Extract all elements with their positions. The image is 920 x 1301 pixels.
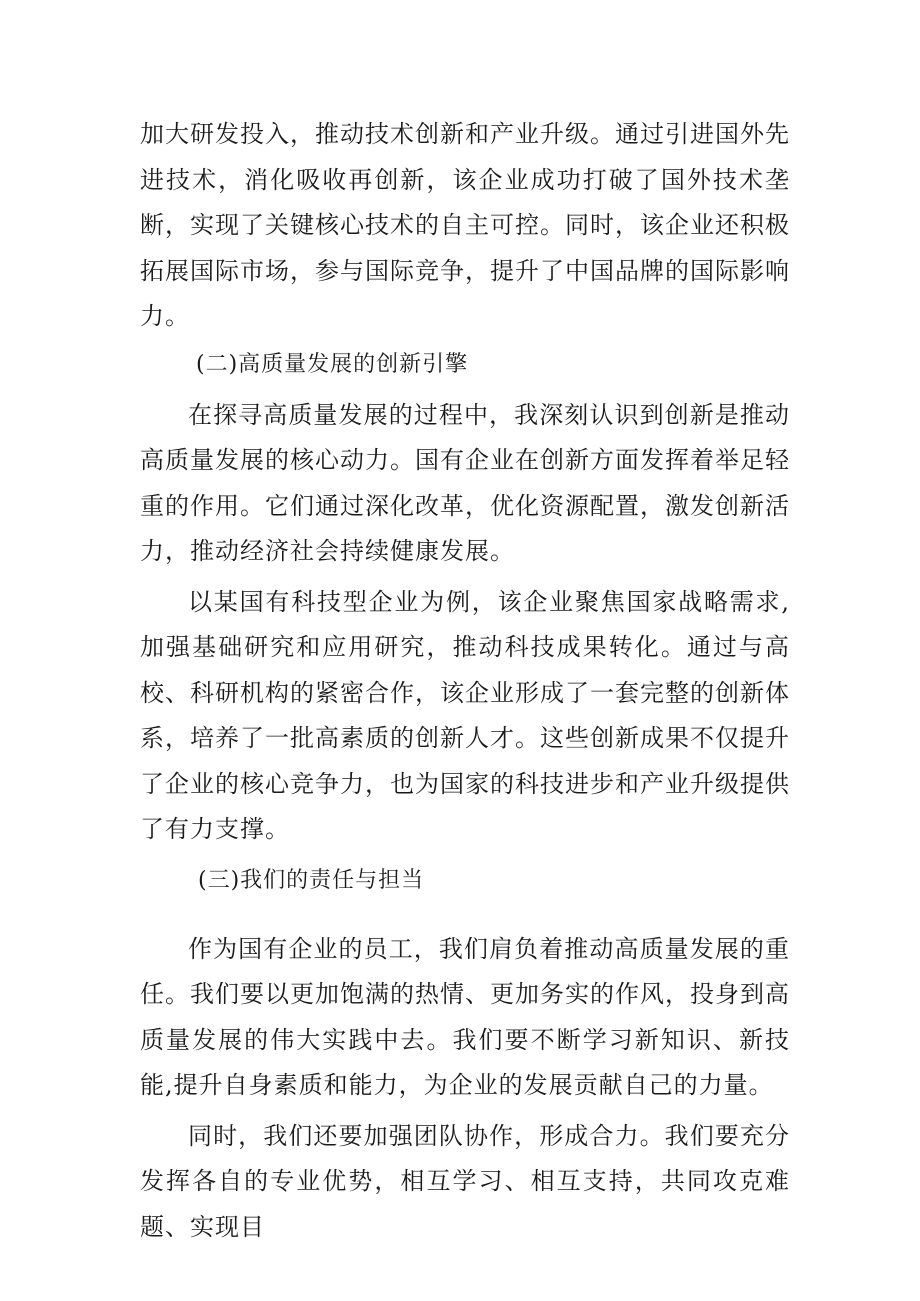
document-body (140, 112, 790, 1255)
paragraph-1: 加大研发投入，推动技术创新和产业升级。通过引进国外先进技术，消化吸收再创新，该企业成功打破了国外技术垄断，实现了关键核心技术的自主可控。同时，该企业还积极拓展国际市场，参与国际竞争，提升了中国品牌的国际影响力。 (140, 120, 790, 330)
paragraph-5: 同时，我们还要加强团队协作，形成合力。我们要充分发挥各自的专业优势，相互学习、相互支持，共同攻克难题、实现目 (140, 1121, 790, 1241)
paragraph-4: 作为国有企业的员工，我们肩负着推动高质量发展的重任。我们要以更加饱满的热情、更加务实的作风，投身到高质量发展的伟大实践中去。我们要不断学习新知识、新技能,提升自身素质和能力，为企业的发展贡献自己的力量。 (140, 934, 790, 1099)
paragraph-2: 在探寻高质量发展的过程中，我深刻认识到创新是推动高质量发展的核心动力。国有企业在创新方面发挥着举足轻重的作用。它们通过深化改革，优化资源配置，激发创新活力，推动经济社会持续健康发展。 (140, 400, 790, 565)
section-heading-2: (二)高质量发展的创新引擎 (196, 351, 469, 377)
section-heading-3: (三)我们的责任与担当 (198, 867, 425, 893)
paragraph-3: 以某国有科技型企业为例，该企业聚焦国家战略需求,加强基础研究和应用研究，推动科技成果转化。通过与高校、科研机构的紧密合作，该企业形成了一套完整的创新体系，培养了一批高素质的创新人才。这些创新成果不仅提升了企业的核心竞争力，也为国家的科技进步和产业升级提供了有力支撑。 (140, 587, 790, 843)
